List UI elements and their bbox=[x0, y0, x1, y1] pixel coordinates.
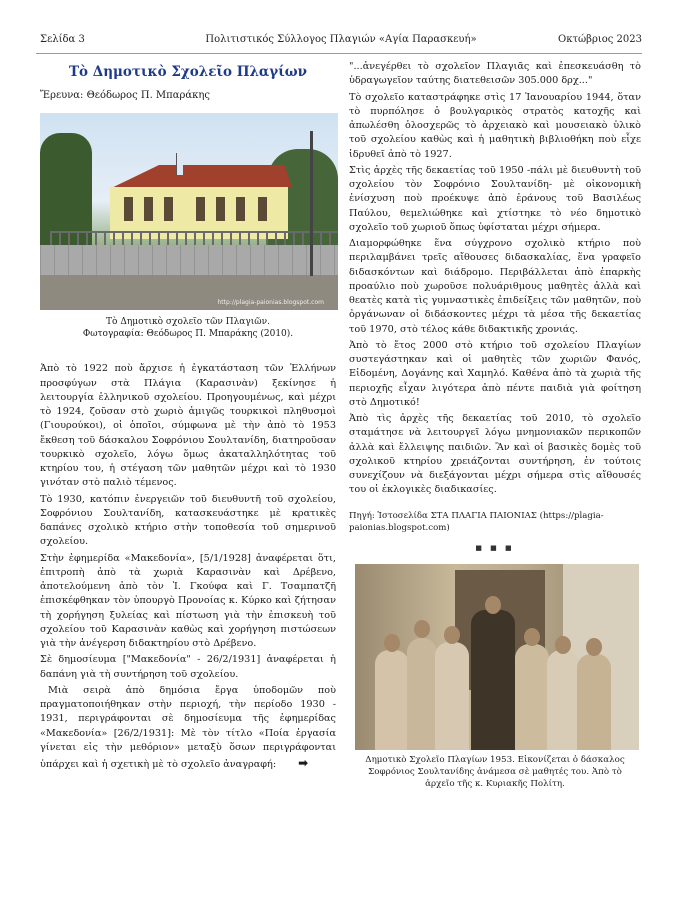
paragraph: Ἀπὸ τὶς ἀρχὲς τῆς δεκαετίας τοῦ 2010, τὸ σχολεῖο σταμάτησε νὰ λειτουργεῖ λόγω μνημονιακῶν περικοπῶν ἀλλὰ καὶ ἔλλειψης παιδιῶν. Ἂν καὶ οἱ βασικὲς δομὲς τοῦ σχολικοῦ κτηρίου χρειάζονται συντήρηση, ἐν τούτοις συνεχίζουν νὰ διεξάγονται μέχρι σήμερα στὶς αἴθουσές του οἱ ἐκλογικὲς διαδικασίες. bbox=[349, 413, 641, 496]
left-body-text bbox=[40, 362, 336, 772]
right-column bbox=[349, 60, 641, 790]
paragraph: Ἀπὸ τὸ ἔτος 2000 στὸ κτήριο τοῦ σχολείου Πλαγίων συστεγάστηκαν καὶ οἱ μαθητὲς τῶν χωριῶν Φανός, Εἰδομένη, Δογάνης καὶ Χαμηλό. Καθένα ἀπὸ τὰ χωριὰ τῆς περιοχῆς εἶχαν λιγότερα ἀπὸ πέντε παιδιὰ γιὰ φοίτηση στὸ Δημοτικό! bbox=[349, 339, 641, 408]
class-1953-photo bbox=[355, 564, 639, 750]
school-photo-caption-line1: Τὸ Δημοτικὸ σχολεῖο τῶν Πλαγιῶν. bbox=[106, 317, 270, 327]
continue-arrow-icon: ➡ bbox=[298, 756, 309, 771]
school-photo-caption-line2: Φωτογραφία: Θεόδωρος Π. Μπαράκης (2010). bbox=[82, 329, 294, 340]
left-column bbox=[40, 58, 336, 775]
article-title: Τὸ Δημοτικὸ Σχολεῖο Πλαγίων bbox=[69, 64, 307, 80]
paragraph: Διαμορφώθηκε ἕνα σύγχρονο σχολικὸ κτήριο ποὺ περιλαμβάνει τρεῖς αἴθουσες διδασκαλίας, ἕνα γραφεῖο διδασκόντων καὶ διάδρομο. Περιβάλλεται ἀπὸ ἐπαρκὴς προαύλιο ποὺ χωροῦσε πολυάριθμους μαθητὲς ἀλλὰ καὶ θεατὲς κατὰ τὶς γυμναστικὲς ἐπιδείξεις τῶν μαθητῶν, ποὺ ὀργάνωναν οἱ διδάσκοντες μέχρι τὰ μέσα τῆς δεκαετίας τοῦ 1970, στὸ τέλος κάθε διδακτικῆς χρονιάς. bbox=[349, 238, 641, 335]
class-photo-caption: Δημοτικὸ Σχολεῖο Πλαγίων 1953. Εἰκονίζεται ὁ δάσκαλος Σοφρόνιος Σουλτανίδης ἀνάμεσα σὲ μαθητές του. Ἀπὸ τὸ ἀρχεῖο τῆς κ. Κυριακῆς Πολίτη. bbox=[365, 754, 625, 789]
page-header bbox=[40, 34, 642, 48]
paragraph: Σὲ δημοσίευμα ["Μακεδονία" - 26/2/1931] ἀναφέρεται ἡ δαπάνη γιὰ τὴ συντήρηση τοῦ σχολείου. bbox=[40, 654, 336, 680]
photo-watermark: http://plagia-paionias.blogspot.com bbox=[217, 299, 324, 306]
paragraph: Ἀπὸ τὸ 1922 ποὺ ἄρχισε ἡ ἐγκατάσταση τῶν Ἑλλήνων προσφύγων στὰ Πλάγια (Καρασινὰν) ξεκίνησε ἡ λειτουργία ἑλληνικοῦ σχολείου. Προηγουμένως, καὶ μέχρι τὸ 1924, ζοῦσαν στὸ χωριὸ ἀμιγῶς τουρκικοὶ πληθυσμοὶ (Γιουρούκοι), οἱ ὁποῖοι, σύμφωνα μὲ τὴν ἀπὸ τὸ 1953 ἔκθεση τοῦ δάσκαλου Σοφρόνιου Σουλτανίδη, διατηροῦσαν τουρκικὸ σχολεῖο, λόγω ὅμως ἀκαταλληλότητας τοῦ κτηρίου του, ἡ στέγαση τῶν μαθητῶν μέχρι καὶ τὸ 1930 γινόταν στὸ παλιὸ τέμενος. bbox=[40, 363, 336, 489]
paragraph: Στὶς ἀρχὲς τῆς δεκαετίας τοῦ 1950 -πάλι μὲ διευθυντὴ τοῦ σχολείου τὸν Σοφρόνιο Σουλτανίδη- μὲ οἰκονομικὴ ἐνίσχυση ποὺ προέκυψε ἀπὸ ἐράνους τοῦ Βασιλέως Παύλου, θεμελιώθηκε καὶ χτίστηκε τὸ νέο δημοτικὸ σχολεῖο τοῦ χωριοῦ ὅπως ὑφίσταται μέχρι σήμερα. bbox=[349, 164, 641, 233]
source-note: Πηγή: Ἱστοσελίδα ΣΤΑ ΠΛΑΓΙΑ ΠΑΙΟΝΙΑΣ (https://plagia-paionias.blogspot.com) bbox=[349, 510, 604, 533]
right-body-text bbox=[349, 60, 641, 498]
article-byline: Ἔρευνα: Θεόδωρος Π. Μπαράκης bbox=[40, 90, 210, 101]
header-date: Οκτώβριος 2023 bbox=[558, 34, 642, 45]
paragraph: Τὸ σχολεῖο καταστράφηκε στὶς 17 Ἰανουαρίου 1944, ὅταν τὸ πυρπόλησε ὁ βουλγαρικὸς στρατὸς κατοχῆς καὶ ἀπωλέσθη ὁλοσχερῶς τὸ ἀρχειακὸ καὶ μουσειακὸ ὑλικὸ τοῦ σχολείου καθὼς καὶ ἡ μαθητικὴ βιβλιοθήκη ποὺ εἶχε ἱδρυθεῖ ἀπὸ τὸ 1927. bbox=[349, 91, 641, 160]
section-separator: ■ ■ ■ bbox=[475, 543, 515, 552]
school-photo-caption bbox=[40, 316, 336, 340]
header-page-number: Σελίδα 3 bbox=[40, 34, 85, 45]
school-building-photo bbox=[40, 113, 338, 310]
quote-paragraph: "...ἀνεγέρθει τὸ σχολεῖον Πλαγιᾶς καὶ ἐπεσκευάσθη τὸ ὑδραγωγεῖον ταύτης διατεθεισῶν 305.000 δρχ..." bbox=[349, 61, 641, 87]
header-organization: Πολιτιστικός Σύλλογος Πλαγιών «Αγία Παρασκευή» bbox=[205, 34, 477, 45]
paragraph: Τὸ 1930, κατόπιν ἐνεργειῶν τοῦ διευθυντῆ τοῦ σχολείου, Σοφρόνιου Σουλτανίδη, κατασκευάστηκε μὲ κρατικὲς δαπάνες σχολικὸ κτήριο στὴν τοποθεσία τοῦ σημερινοῦ σχολείου. bbox=[40, 493, 336, 548]
header-divider bbox=[36, 53, 642, 54]
paragraph: Μιὰ σειρὰ ἀπὸ δημόσια ἔργα ὑποδομῶν ποὺ πραγματοποιήθηκαν στὴν περιοχή, τὴν περίοδο 1930 - 1931, περιγράφονται σὲ δημοσίευμα τῆς ἐφημερίδας «Μακεδονία» [26/2/1931]: Μὲ τὸν τίτλο «Ποία ἐργασία γίνεται εἰς τὴν μεθόριον» μεταξὺ ὅσων περιγράφονται ὑπάρχει καὶ ἡ σχετικὴ μὲ τὸ σχολεῖο ἀναγραφή: ➡ bbox=[40, 684, 336, 773]
paragraph: Στὴν ἐφημερίδα «Μακεδονία», [5/1/1928] ἀναφέρεται ὅτι, ἐπιτροπὴ ἀπὸ τὰ χωριὰ Καρασινὰν καὶ Δρέβενο, ἀποτελούμενη ἀπὸ τὸν Ἰ. Γκούφα καὶ Γ. Τσαμπατζῆ ἐπισκέφθηκαν τὸν ὑπουργὸ Προνοίας κ. Κύρκο καὶ ζήτησαν τὴ χορήγηση ξυλείας καὶ πίστωση γιὰ τὴν ἐπισκευὴ τοῦ σχολείου τοῦ Καρασινὰν καθὼς καὶ χορήγηση πιστώσεων γιὰ τὴν ἀνέγερση διδακτηρίου στὸ Δρέβενο. bbox=[40, 552, 336, 650]
